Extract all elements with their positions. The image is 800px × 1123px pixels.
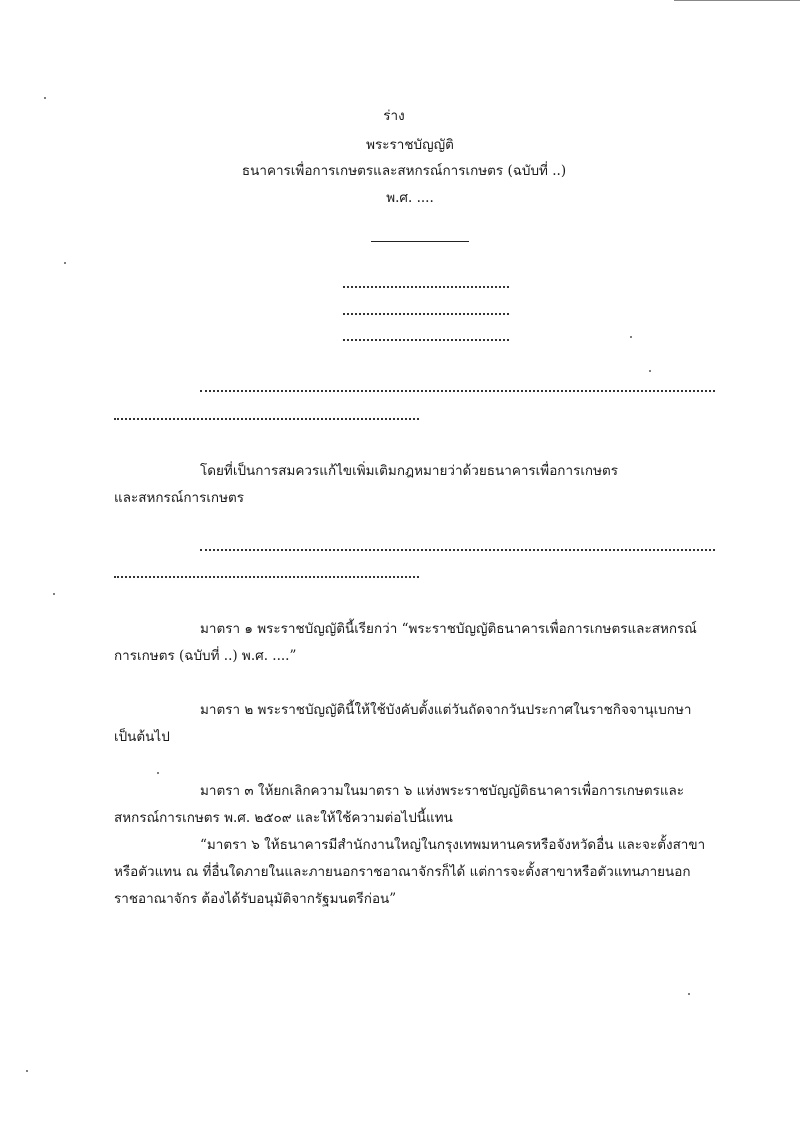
bank-title: ธนาคารเพื่อการเกษตรและสหกรณ์การเกษตร (ฉบับที่ ..) [241, 163, 567, 179]
section-1-line-2: การเกษตร (ฉบับที่ ..) พ.ศ. ....” [114, 648, 297, 664]
scan-speckle [53, 593, 55, 595]
dotted-line-3 [343, 339, 509, 341]
scan-edge-mark [674, 0, 800, 1]
scan-speckle [688, 993, 690, 995]
preamble-line-2: และสหกรณ์การเกษตร [114, 490, 245, 506]
scan-speckle [64, 262, 66, 264]
section-2-line-1: มาตรา ๒ พระราชบัญญัตินี้ให้ใช้บังคับตั้งแต่วันถัดจากวันประกาศในราชกิจจานุเบกษา [200, 702, 692, 718]
scan-speckle [649, 370, 651, 372]
section-3-line-2: สหกรณ์การเกษตร พ.ศ. ๒๕๐๙ และให้ใช้ความต่อไปนี้แทน [114, 810, 453, 826]
scan-speckle [157, 772, 159, 774]
dotted-line-1 [343, 286, 509, 288]
preamble-line-1: โดยที่เป็นการสมควรแก้ไขเพิ่มเติมกฎหมายว่าด้วยธนาคารเพื่อการเกษตร [200, 463, 619, 479]
scan-speckle [26, 1070, 28, 1072]
scan-speckle [630, 336, 632, 338]
section-2-line-2: เป็นต้นไป [114, 729, 170, 745]
section-3-quote-line-3: ราชอาณาจักร ต้องได้รับอนุมัติจากรัฐมนตรีก่อน” [114, 891, 397, 907]
section-3-quote-line-1: “มาตรา ๖ ให้ธนาคารมีสำนักงานใหญ่ในกรุงเทพมหานครหรือจังหวัดอื่น และจะตั้งสาขา [200, 837, 706, 853]
year-line: พ.ศ. .... [386, 190, 434, 206]
scan-speckle [44, 97, 46, 99]
draft-label: ร่าง [383, 108, 405, 124]
dotted-line-long-2 [200, 549, 715, 551]
section-3-quote-line-2: หรือตัวแทน ณ ที่อื่นใดภายในและภายนอกราชอาณาจักรก็ได้ แต่การจะตั้งสาขาหรือตัวแทนภายนอก [114, 864, 691, 880]
section-3-line-1: มาตรา ๓ ให้ยกเลิกความในมาตรา ๖ แห่งพระราชบัญญัติธนาคารเพื่อการเกษตรและ [200, 783, 685, 799]
dotted-line-short-1 [114, 418, 419, 420]
dotted-line-2 [343, 313, 509, 315]
title-underline [371, 241, 469, 242]
act-heading: พระราชบัญญัติ [366, 137, 454, 153]
dotted-line-short-2 [114, 576, 419, 578]
section-1-line-1: มาตรา ๑ พระราชบัญญัตินี้เรียกว่า “พระราชบัญญัติธนาคารเพื่อการเกษตรและสหกรณ์ [200, 621, 697, 637]
dotted-line-long-1 [200, 390, 715, 392]
